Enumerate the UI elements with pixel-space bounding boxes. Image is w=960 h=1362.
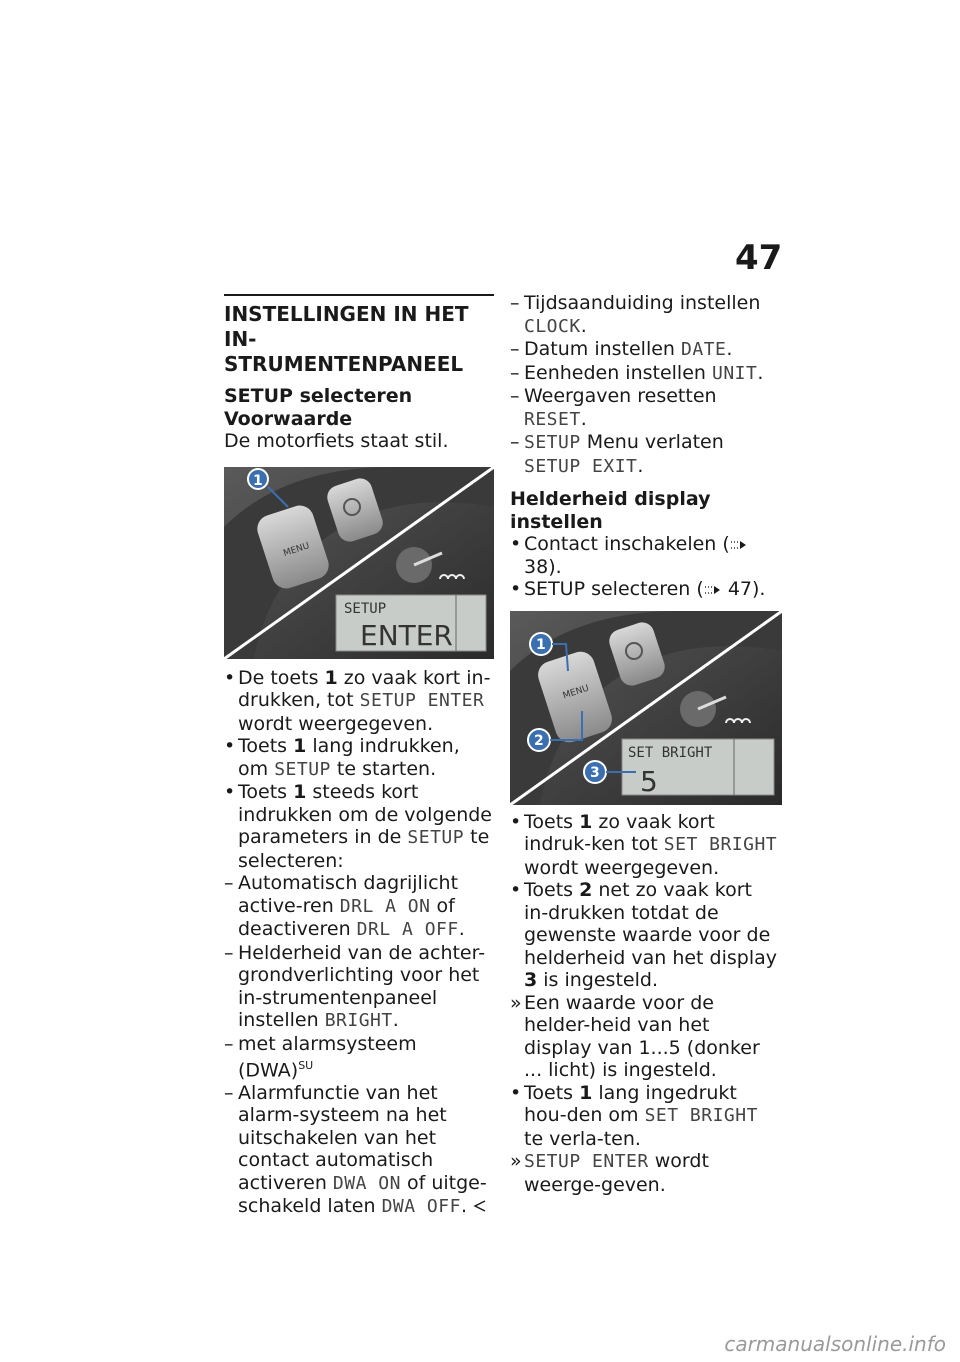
list-item: – Eenheden instellen UNIT. xyxy=(510,361,764,384)
list-item: • Toets 1 zo vaak kort indruk-ken tot SET BRIGHT wordt weergegeven. xyxy=(510,810,778,879)
list-item: – met alarmsysteem (DWA)$^{SU}$ xyxy=(224,1032,417,1082)
precondition-label: Voorwaarde xyxy=(224,407,353,430)
list-item: • SETUP selecteren ( 47). xyxy=(510,578,766,600)
list-item: – Datum instellen DATE. xyxy=(510,338,733,360)
page-number: 47 xyxy=(735,238,783,278)
callout-1: 1 xyxy=(536,636,546,653)
menu-button-label: MENU xyxy=(561,683,591,701)
section-rule xyxy=(224,294,494,296)
lcd-line1: SETUP xyxy=(344,600,387,617)
lcd-line1: SET BRIGHT xyxy=(628,744,713,761)
right-column xyxy=(510,292,782,1196)
callout-2: 2 xyxy=(534,732,544,749)
list-item: – SETUP Menu verlaten SETUP EXIT. xyxy=(510,431,724,477)
list-item: – Tijdsaanduiding instellen CLOCK. xyxy=(510,292,761,337)
end-of-section-icon xyxy=(473,1199,487,1213)
page-reference-arrow-icon xyxy=(704,584,722,596)
lcd-line2: ENTER xyxy=(360,618,453,652)
list-item: • Toets 1 lang indrukken, om SETUP te starten. xyxy=(224,735,460,780)
left-column xyxy=(224,294,494,1219)
lcd-line2: 5 xyxy=(640,764,658,798)
result-item: » Een waarde voor de helder-heid van het display van 1...5 (donker ... licht) is ingesteld. xyxy=(510,991,760,1081)
list-item: • Toets 2 net zo vaak kort in-drukken totdat de gewenste waarde voor de helderheid van het display 3 is ingesteld. xyxy=(510,879,778,991)
callout-1: 1 xyxy=(253,472,263,489)
section-title: INSTELLINGEN IN HET IN- STRUMENTENPANEEL xyxy=(224,302,469,376)
precondition-text: De motorfiets staat stil. xyxy=(224,430,449,452)
list-item: – Weergaven resetten RESET. xyxy=(510,385,717,430)
list-item: • Contact inschakelen ( 38). xyxy=(510,533,782,578)
page-reference-arrow-icon xyxy=(730,539,748,551)
callout-3: 3 xyxy=(590,764,600,781)
list-item: – Helderheid van de achter-grondverlichting voor het in-strumentenpaneel instellen BRIGHT. xyxy=(224,941,486,1031)
setup-figure xyxy=(224,467,494,659)
list-item: – Automatisch dagrijlicht active-ren DRL A ON of deactiveren DRL A OFF. xyxy=(224,872,465,940)
brightness-figure xyxy=(510,611,782,805)
list-item: • Toets 1 lang ingedrukt hou-den om SET BRIGHT te verla-ten. xyxy=(510,1081,758,1150)
watermark-link[interactable]: carmanualsonline.info xyxy=(724,1332,946,1356)
setup-heading: SETUP selecteren xyxy=(224,385,413,407)
list-item: • Toets 1 steeds kort indrukken om de volgende parameters in de SETUP te selecteren: xyxy=(224,781,492,872)
result-item: » SETUP ENTER wordt weerge-geven. xyxy=(510,1150,709,1196)
brightness-heading: Helderheid display instellen xyxy=(510,488,711,533)
list-item: – Alarmfunctie van het alarm-systeem na het uitschakelen van het contact automatisch activeren DWA ON of uitge-schakeld laten DWA OFF. xyxy=(224,1081,487,1218)
menu-button-label: MENU xyxy=(282,540,311,559)
list-item: • De toets 1 zo vaak kort in-drukken, tot SETUP ENTER wordt weergegeven. xyxy=(224,666,491,735)
